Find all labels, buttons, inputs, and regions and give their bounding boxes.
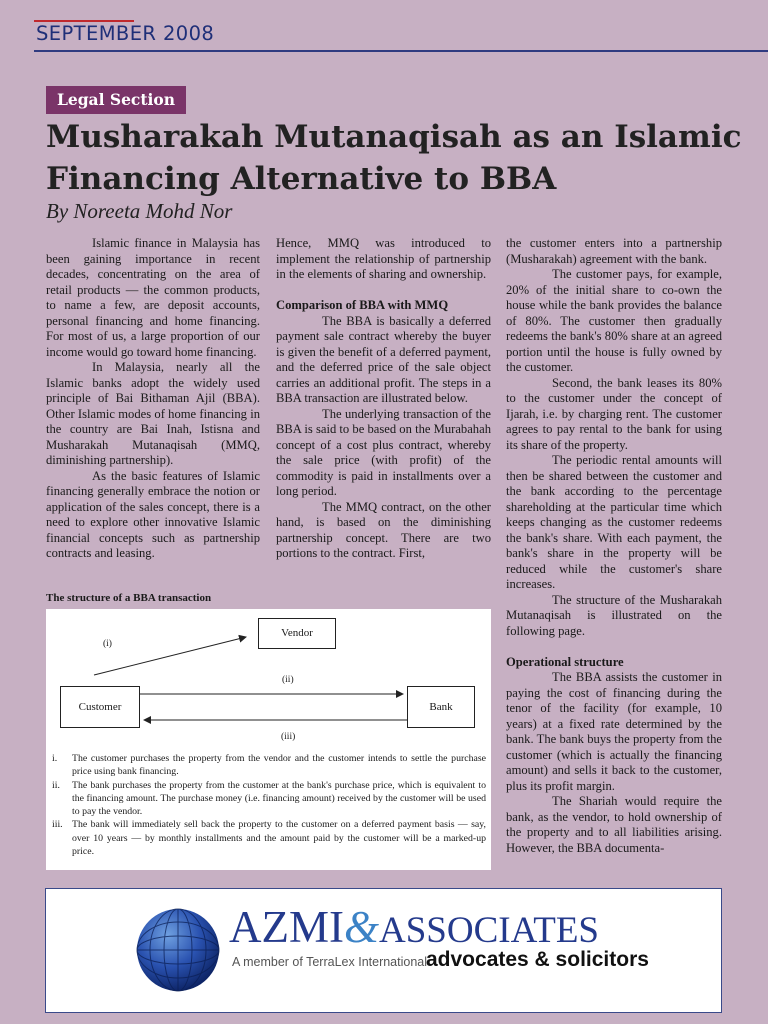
paragraph: The structure of the Musharakah Mutanaqisah is illustrated on the following page. <box>506 592 722 638</box>
paragraph: The customer pays, for example, 20% of the initial share to co-own the house while the bank provides the balance of 80%. The customer then gradually redeems the bank's 80% share at an agreed portion until the house is fully owned by the customer. <box>506 267 722 374</box>
paragraph: The underlying transaction of the BBA is said to be based on the Murabahah concept of a cost plus contract, whereby the sale price (with profit) of the commodity is paid in installments over a long period. <box>276 406 491 498</box>
step-text: The customer purchases the property from the vendor and the customer intends to settle the purchase price using bank financing. <box>72 753 486 778</box>
arrow-customer-to-vendor <box>94 637 246 675</box>
paragraph: The BBA is basically a deferred payment sale contract whereby the buyer is given the benefit of a deferred payment, and the deferred price of the sale object carries an additional profit. The steps in a BBA transaction are illustrated below. <box>276 313 491 405</box>
article-column-2 <box>276 236 491 562</box>
issue-date: SEPTEMBER 2008 <box>36 22 215 45</box>
paragraph: As the basic features of Islamic financing generally embrace the notion or application of the sales concept, there is a need to explore other innovative Islamic financial concepts such as partnership contracts and leasing. <box>46 468 260 560</box>
subheading: Comparison of BBA with MMQ <box>276 298 449 312</box>
flow-label-iii: (iii) <box>281 732 296 742</box>
step-number: ii. <box>52 779 60 791</box>
advertisement-banner <box>45 888 722 1013</box>
step-text: The bank will immediately sell back the property to the customer on a deferred payment basis — say, over 10 years — by monthly installments and the amount paid by the customer will be a marked-up price. <box>72 819 486 858</box>
step-item <box>52 752 486 779</box>
figure-caption: The structure of a BBA transaction <box>46 592 212 604</box>
section-label: Legal Section <box>46 86 186 114</box>
member-line: A member of TerraLex International <box>232 955 428 969</box>
step-item <box>52 818 486 858</box>
practice-line: advocates & solicitors <box>426 948 649 971</box>
step-number: i. <box>52 753 58 764</box>
step-number: iii. <box>52 819 63 831</box>
article-column-3 <box>506 236 722 856</box>
diagram-steps <box>52 752 486 858</box>
step-item <box>52 779 486 819</box>
article-column-1 <box>46 236 260 562</box>
flow-label-ii: (ii) <box>282 675 294 685</box>
paragraph: The periodic rental amounts will then be shared between the customer and the bank according to the percentage shareholding at the particular time which keeps changing as the customer redeems the bank's share. With each payment, the bank's share in the property will be reduced while the customer's share increases. <box>506 453 722 591</box>
bank-node: Bank <box>407 686 475 728</box>
globe-icon <box>136 900 220 1000</box>
firm-name-ampersand: & <box>343 902 379 952</box>
article-byline: By Noreeta Mohd Nor <box>46 199 233 223</box>
customer-node: Customer <box>60 686 140 728</box>
paragraph: Second, the bank leases its 80% to the customer under the concept of Ijarah, i.e. by charging rent. The customer agrees to pay rental to the bank for using its share of the property. <box>506 375 722 452</box>
vendor-node: Vendor <box>258 618 336 649</box>
paragraph: The BBA assists the customer in paying the cost of financing during the tenor of the facility (for example, 10 years) at a fixed rate determined by the bank. The bank buys the property from the customer (which is actually the financing amount) and sells it back to the customer, plus its profit margin. <box>506 670 722 793</box>
paragraph: In Malaysia, nearly all the Islamic banks adopt the widely used principle of Bai Bithaman Ajil (BBA). Other Islamic modes of home financing in the country are Bai Inah, Istisna and Musharakah Mutanaqisah (MMQ, diminishing partnership). <box>46 360 260 467</box>
firm-name-part1: AZMI <box>229 902 344 952</box>
bba-structure-diagram <box>46 609 491 870</box>
paragraph: Hence, MMQ was introduced to implement the relationship of partnership in the elements of sharing and ownership. <box>276 236 491 281</box>
paragraph: Islamic finance in Malaysia has been gaining importance in recent decades, concentrating on the area of retail products — the common products, to name a few, are deposit accounts, personal financing and home financing. For most of us, a large proportion of our income would go toward home financing. <box>46 236 260 359</box>
firm-name-part2: ASSOCIATES <box>379 910 599 951</box>
paragraph: The Shariah would require the bank, as the vendor, to hold ownership of the property and to all liabilities arising. However, the BBA documenta- <box>506 794 722 855</box>
article-title: Musharakah Mutanaqisah as an Islamic Financing Alternative to BBA <box>46 119 742 197</box>
header-rule-blue <box>34 50 768 52</box>
flow-label-i: (i) <box>103 639 112 649</box>
step-text: The bank purchases the property from the customer at the bank's purchase price, which is equivalent to the financing amount. The purchase money (i.e. financing amount) received by the customer will be used to pay the vendor. <box>72 779 486 818</box>
paragraph: the customer enters into a partnership (Musharakah) agreement with the bank. <box>506 236 722 266</box>
paragraph: The MMQ contract, on the other hand, is based on the diminishing partnership concept. There are two portions to the contract. First, <box>276 499 491 560</box>
subheading: Operational structure <box>506 654 624 669</box>
